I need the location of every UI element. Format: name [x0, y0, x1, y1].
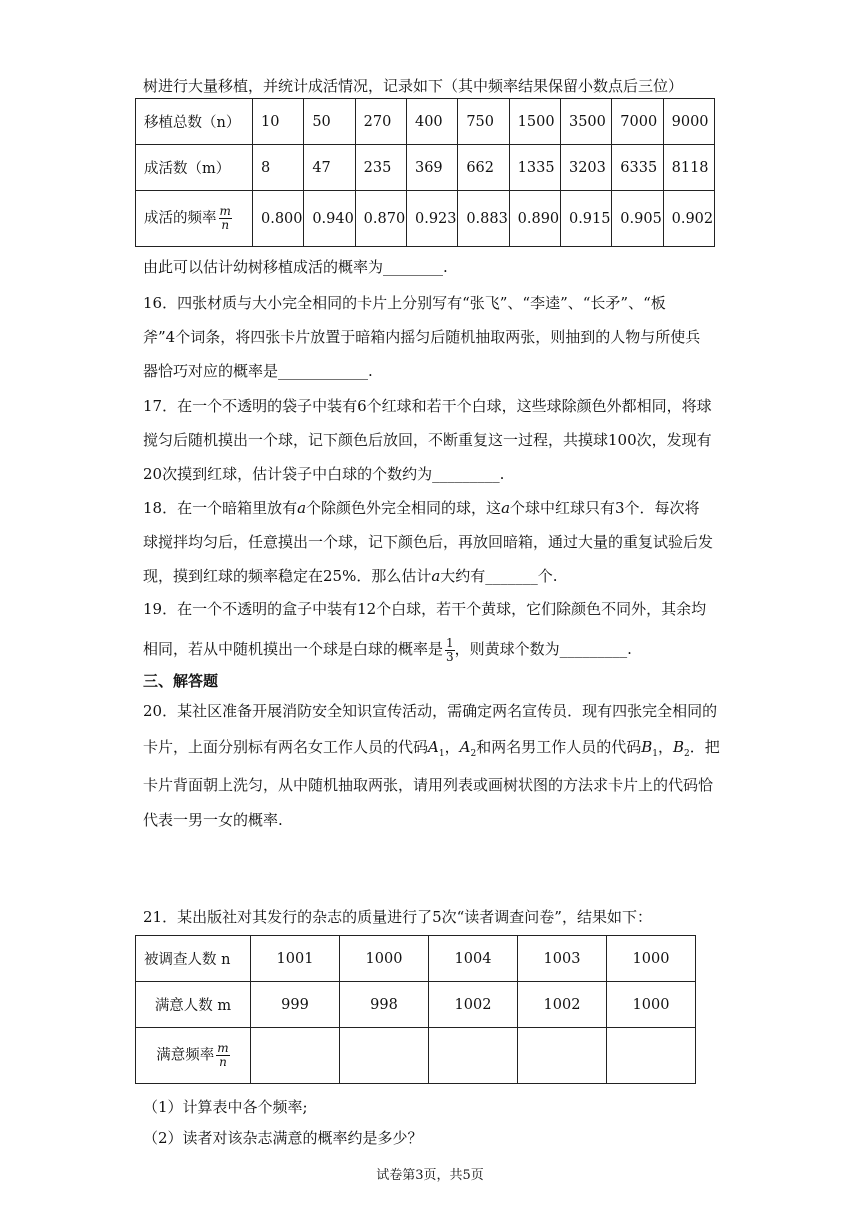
q20-line3: 卡片背面朝上洗匀，从中随机抽取两张，请用列表或画树状图的方法求卡片上的代码恰 [143, 776, 714, 794]
section-heading: 三、解答题 [143, 672, 219, 690]
table-cell: 47 [304, 145, 355, 191]
q15-tail: 由此可以估计幼树移植成活的概率为________. [143, 258, 448, 276]
table-cell: 1500 [509, 99, 560, 145]
table-header-cell: 移植总数（n） [136, 99, 253, 145]
table-row [136, 1028, 696, 1084]
table-cell [251, 1028, 340, 1084]
q17-line1: 17．在一个不透明的袋子中装有6个红球和若干个白球，这些球除颜色外都相同，将球 [143, 397, 712, 415]
table-cell: 999 [251, 982, 340, 1028]
table-cell [429, 1028, 518, 1084]
table-cell: 3500 [560, 99, 611, 145]
q18-line2: 球搅拌均匀后，任意摸出一个球，记下颜色后，再放回暗箱，通过大量的重复试验后发 [143, 533, 714, 551]
table-header-cell: 满意人数 m [136, 982, 251, 1028]
table-cell: 7000 [612, 99, 663, 145]
q21-sub2: （2）读者对该杂志满意的概率约是多少？ [143, 1129, 423, 1147]
fraction-one-third: $\frac{1}{3}$ [446, 635, 454, 664]
table-cell: 1000 [340, 936, 429, 982]
table-cell: 0.902 [663, 191, 714, 247]
table-row [136, 191, 715, 247]
table-cell: 8118 [663, 145, 714, 191]
table-cell: 1002 [518, 982, 607, 1028]
q16-line2: 斧”4个词条，将四张卡片放置于暗箱内摇匀后随机抽取两张，则抽到的人物与所使兵 [143, 328, 701, 346]
q20-line4: 代表一男一女的概率. [143, 811, 283, 829]
table-row [136, 936, 696, 982]
fraction-m-over-n: $\frac{m}{n}$ [219, 204, 231, 232]
table-cell: 400 [406, 99, 457, 145]
table-cell: 1004 [429, 936, 518, 982]
survey-table [135, 935, 696, 1084]
table-cell: 0.915 [560, 191, 611, 247]
table-header-cell: 成活的频率 $\frac{m}{n}$ [136, 191, 253, 247]
table-cell: 3203 [560, 145, 611, 191]
table-cell: 0.883 [458, 191, 509, 247]
table-cell: 369 [406, 145, 457, 191]
q19-line2: 相同，若从中随机摸出一个球是白球的概率是 $\frac{1}{3}$ ，则黄球个数为_________. [143, 635, 632, 664]
q18-line3: 现，摸到红球的频率稳定在25%．那么估计a大约有_______个. [143, 567, 558, 585]
table-cell: 0.800 [253, 191, 304, 247]
q16-line3: 器恰巧对应的概率是____________. [143, 362, 373, 380]
q20-line2: 卡片，上面分别标有两名女工作人员的代码$A_1$，$A_2$和两名男工作人员的代码$B_1$，$B_2$．把 [143, 738, 720, 759]
table-cell: 0.923 [406, 191, 457, 247]
table-cell: 235 [355, 145, 406, 191]
table-cell: 8 [253, 145, 304, 191]
table-header-cell: 被调查人数 n [136, 936, 251, 982]
table-cell: 50 [304, 99, 355, 145]
table-cell: 0.870 [355, 191, 406, 247]
q21-line1: 21．某出版社对其发行的杂志的质量进行了5次“读者调查问卷”，结果如下： [143, 908, 652, 926]
table-cell: 270 [355, 99, 406, 145]
table-row [136, 99, 715, 145]
table-cell: 1335 [509, 145, 560, 191]
table-header-cell: 满意频率 $\frac{m}{n}$ [136, 1028, 251, 1084]
q20-line1: 20．某社区准备开展消防安全知识宣传活动，需确定两名宣传员．现有四张完全相同的 [143, 702, 718, 720]
fraction-m-over-n: $\frac{m}{n}$ [217, 1041, 229, 1069]
table-cell: 750 [458, 99, 509, 145]
q19-line1: 19．在一个不透明的盒子中装有12个白球，若干个黄球，它们除颜色不同外，其余均 [143, 600, 707, 618]
table-cell: 0.890 [509, 191, 560, 247]
table-cell [340, 1028, 429, 1084]
table-cell: 1000 [607, 982, 696, 1028]
table-cell: 1001 [251, 936, 340, 982]
table-cell: 998 [340, 982, 429, 1028]
table-cell: 1000 [607, 936, 696, 982]
table-cell: 6335 [612, 145, 663, 191]
table-header-cell: 成活数（m） [136, 145, 253, 191]
table-cell [518, 1028, 607, 1084]
table-cell: 9000 [663, 99, 714, 145]
table-row [136, 982, 696, 1028]
table-cell: 1002 [429, 982, 518, 1028]
intro-line: 树进行大量移植，并统计成活情况，记录如下（其中频率结果保留小数点后三位） [143, 77, 684, 95]
q21-sub1: （1）计算表中各个频率; [143, 1098, 308, 1116]
table-cell: 662 [458, 145, 509, 191]
table-cell [607, 1028, 696, 1084]
q17-line2: 搅匀后随机摸出一个球，记下颜色后放回，不断重复这一过程，共摸球100次，发现有 [143, 431, 712, 449]
q16-line1: 16．四张材质与大小完全相同的卡片上分别写有“张飞”、“李逵”、“长矛”、“板 [143, 294, 666, 312]
q17-line3: 20次摸到红球，估计袋子中白球的个数约为_________. [143, 465, 505, 483]
table-cell: 1003 [518, 936, 607, 982]
transplant-table [135, 98, 715, 247]
q18-line1: 18．在一个暗箱里放有a个除颜色外完全相同的球，这a个球中红球只有3个．每次将 [143, 499, 700, 517]
page-footer: 试卷第3页，共5页 [376, 1168, 484, 1183]
table-row [136, 145, 715, 191]
table-cell: 0.940 [304, 191, 355, 247]
table-cell: 10 [253, 99, 304, 145]
table-cell: 0.905 [612, 191, 663, 247]
